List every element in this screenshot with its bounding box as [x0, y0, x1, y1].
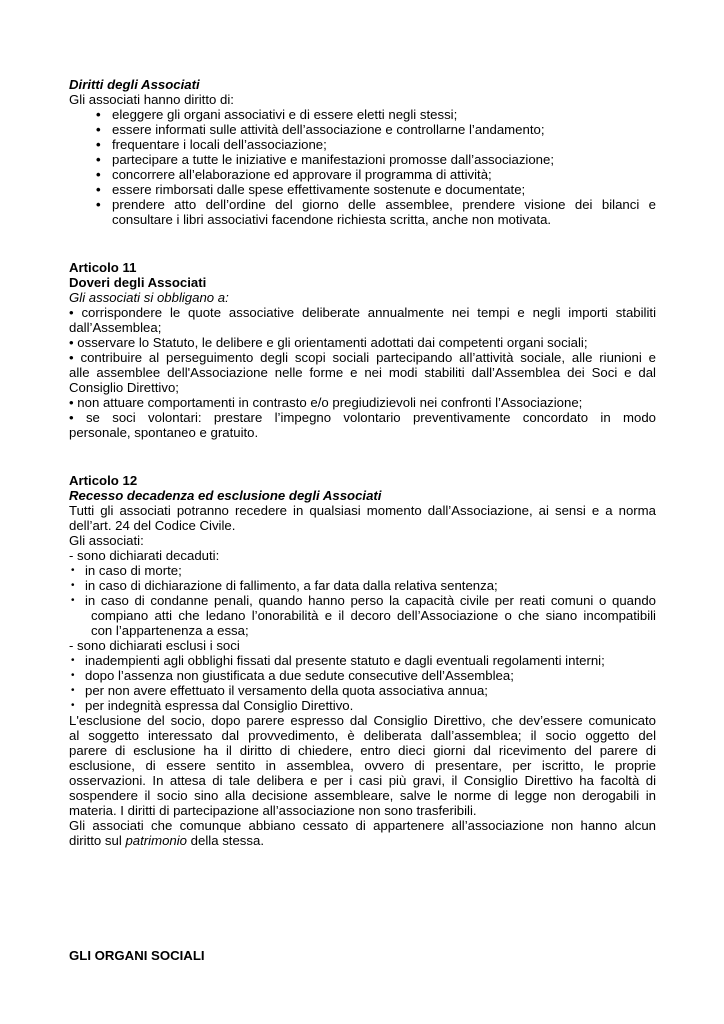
decaduti-list — [69, 563, 656, 608]
paragraph-line — [69, 833, 656, 848]
paragraph-line: materia. I diritti di partecipazione all’associazione non sono trasferibili. — [69, 803, 477, 818]
paragraph-line: Gli associati che comunque abbiano cessato di appartenere all’associazione non hanno alcun — [69, 818, 656, 833]
list-item: • essere rimborsati dalle spese effettivamente sostenute e documentate; — [96, 182, 656, 197]
duty-line: dall’Assemblea; — [69, 320, 162, 335]
rights-heading: Diritti degli Associati — [69, 77, 200, 92]
duty-line: • corrispondere le quote associative deliberate annualmente nei tempi e negli importi stabiliti — [69, 305, 656, 320]
duty-line: personale, spontaneo e gratuito. — [69, 425, 259, 440]
document-page — [69, 77, 656, 963]
article-11 — [69, 260, 656, 440]
paragraph-line: osservazioni. In attesa di tale delibera e per i casi più gravi, il Consiglio Direttivo ha facoltà di — [69, 773, 656, 788]
esclusi-list — [69, 653, 656, 713]
rights-list — [69, 107, 656, 212]
emphasis-patrimonio: patrimonio — [125, 833, 188, 848]
duty-line: • se soci volontari: prestare l’impegno volontario preventivamente concordato in modo — [69, 410, 656, 425]
list-item: • dopo l’assenza non giustificata a due sedute consecutive dell’Assemblea; — [69, 668, 656, 683]
duty-line: • osservare lo Statuto, le delibere e gli orientamenti adottati dai competenti organi sociali; — [69, 335, 588, 350]
list-item-continuation: compiano atti che ledano l’onorabilità e il decoro dell’Associazione o che siano incompatibili — [91, 608, 656, 623]
list-item: • in caso di condanne penali, quando hanno perso la capacità civile per reati comuni o quando — [69, 593, 656, 608]
organi-sociali-heading: GLI ORGANI SOCIALI — [69, 948, 205, 963]
list-item: • partecipare a tutte le iniziative e manifestazioni promosse dall’associazione; — [96, 152, 656, 167]
list-item: • per indegnità espressa dal Consiglio Direttivo. — [69, 698, 656, 713]
list-item: • concorrere all’elaborazione ed approvare il programma di attività; — [96, 167, 656, 182]
article-11-title: Doveri degli Associati — [69, 275, 207, 290]
article-11-number: Articolo 11 — [69, 260, 137, 275]
text-run: della stessa. — [187, 833, 264, 848]
paragraph-line: dell’art. 24 del Codice Civile. — [69, 518, 236, 533]
duty-line: • non attuare comportamenti in contrasto e/o pregiudizievoli nei confronti l’Associazione; — [69, 395, 583, 410]
list-item: • in caso di morte; — [69, 563, 656, 578]
esclusi-heading: - sono dichiarati esclusi i soci — [69, 638, 240, 653]
decaduti-heading: - sono dichiarati decaduti: — [69, 548, 220, 563]
list-item: • in caso di dichiarazione di fallimento, a far data dalla relativa sentenza; — [69, 578, 656, 593]
paragraph-line: sospendere il socio sino alla decisione assembleare, salve le norme di legge non derogabili in — [69, 788, 656, 803]
duty-line: Consiglio Direttivo; — [69, 380, 179, 395]
list-item: • prendere atto dell’ordine del giorno delle assemblee, prendere visione dei bilanci e — [96, 197, 656, 212]
list-item: • eleggere gli organi associativi e di essere eletti negli stessi; — [96, 107, 656, 122]
list-item: • inadempienti agli obblighi fissati dal presente statuto e dagli eventuali regolamenti interni; — [69, 653, 656, 668]
list-item: • frequentare i locali dell’associazione; — [96, 137, 656, 152]
list-item-continuation: consultare i libri associativi facendone richiesta scritta, anche non motivata. — [112, 212, 552, 227]
rights-intro: Gli associati hanno diritto di: — [69, 92, 234, 107]
paragraph-line: Gli associati: — [69, 533, 144, 548]
article-12-number: Articolo 12 — [69, 473, 138, 488]
rights-section — [69, 77, 656, 227]
paragraph-line: Tutti gli associati potranno recedere in qualsiasi momento dall’Associazione, ai sensi e a norma — [69, 503, 656, 518]
text-run: diritto sul — [69, 833, 126, 848]
article-12 — [69, 473, 656, 848]
paragraph-line: esclusione, di essere sentito in assemblea, ovvero di presentare, per iscritto, le proprie — [69, 758, 656, 773]
paragraph-line: al soggetto interessato dal provvedimento, è deliberata dall’assemblea; il socio oggetto del — [69, 728, 656, 743]
paragraph-line: parere di esclusione ha il diritto di chiedere, entro dieci giorni dal ricevimento del parere di — [69, 743, 656, 758]
list-item: • per non avere effettuato il versamento della quota associativa annua; — [69, 683, 656, 698]
list-item-continuation: con l’appartenenza a essa; — [91, 623, 249, 638]
duty-line: • contribuire al perseguimento degli scopi sociali partecipando all’attività sociale, alle riunioni e — [69, 350, 656, 365]
duty-line: alle assemblee dell'Associazione nelle forme e nei modi stabiliti dall’Assemblea dei Soci e dal — [69, 365, 656, 380]
article-12-title: Recesso decadenza ed esclusione degli Associati — [69, 488, 382, 503]
article-11-intro: Gli associati si obbligano a: — [69, 290, 229, 305]
list-item: • essere informati sulle attività dell’associazione e controllarne l’andamento; — [96, 122, 656, 137]
paragraph-line: L'esclusione del socio, dopo parere espresso dal Consiglio Direttivo, che dev’essere comunicato — [69, 713, 656, 728]
